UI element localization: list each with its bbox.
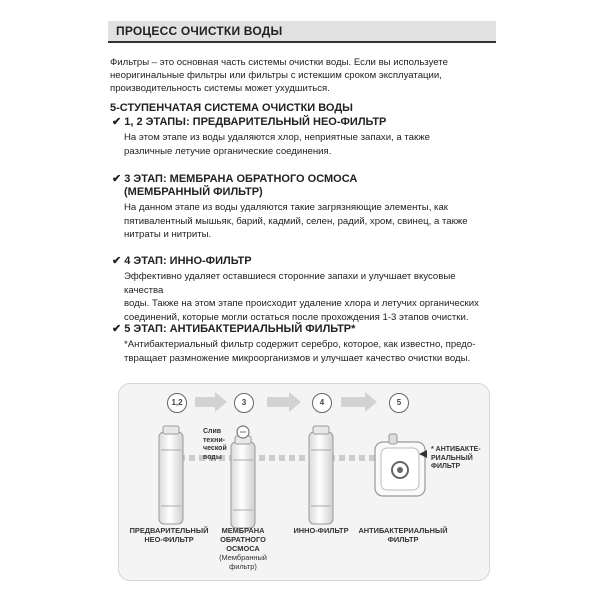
stage-number-4: 4 bbox=[312, 393, 332, 413]
filter-diagram bbox=[118, 383, 490, 581]
flow-arrow-3-icon bbox=[341, 392, 377, 412]
system-title: 5-СТУПЕНЧАТАЯ СИСТЕМА ОЧИСТКИ ВОДЫ bbox=[110, 102, 353, 114]
intro-paragraph bbox=[110, 56, 500, 96]
intro-line: неоригинальные фильтры или фильтры с истекшим сроком эксплуатации, bbox=[110, 70, 442, 82]
label-inno-filter bbox=[289, 526, 353, 535]
section-title: ПРОЦЕСС ОЧИСТКИ ВОДЫ bbox=[116, 24, 283, 38]
antibac-note-line: * АНТИБАКТЕ- bbox=[431, 446, 481, 453]
label-line: фильтр) bbox=[229, 562, 257, 571]
label-line: (Мембранный bbox=[219, 553, 267, 562]
label-membrane bbox=[209, 526, 277, 571]
inno-filter-cartridge-icon bbox=[309, 426, 333, 524]
label-line: МЕМБРАНА bbox=[221, 526, 265, 535]
antibac-note-line: РИАЛЬНЫЙ bbox=[431, 454, 473, 462]
step-text-line: твращает размножение микроорганизмов и улучшает качество очистки воды. bbox=[124, 352, 471, 364]
step-text-line: соединений, которые могли остаться после прохождения 1-3 этапов очистки. bbox=[124, 311, 469, 323]
diagram-graphics bbox=[119, 384, 489, 580]
antibac-note-line: ФИЛЬТР bbox=[431, 463, 461, 471]
step-1-2-heading bbox=[112, 115, 386, 129]
step-text-line: На данном этапе из воды удаляются такие загрязняющие элементы, как bbox=[124, 202, 448, 213]
drain-note bbox=[203, 428, 227, 462]
membrane-cartridge-icon bbox=[231, 426, 255, 528]
step-5-heading bbox=[112, 322, 355, 336]
flow-arrow-2-icon bbox=[267, 392, 301, 412]
step-3-text bbox=[124, 201, 494, 242]
step-text-line: различные летучие органические соединения. bbox=[124, 145, 332, 157]
antibacterial-unit-icon bbox=[375, 434, 425, 496]
drain-note-line: техни- bbox=[203, 436, 225, 444]
step-text-line: воды. Также на этом этапе происходит удаление хлора и летучих органических bbox=[124, 298, 479, 309]
label-line: ИННО-ФИЛЬТР bbox=[293, 526, 349, 535]
stage-number-3: 3 bbox=[234, 393, 254, 413]
section-title-bar bbox=[108, 21, 496, 43]
antibacterial-note bbox=[431, 446, 481, 472]
check-icon: ✔ bbox=[112, 173, 122, 185]
step-text-line: пятивалентный мышьяк, барий, кадмий, селен, радий, хром, свинец, а также bbox=[124, 215, 468, 227]
step-4-heading bbox=[112, 254, 252, 268]
step-text-line: Эффективно удаляет оставшиеся сторонние запахи и улучшает вкусовые качества bbox=[124, 271, 456, 296]
label-line: ФИЛЬТР bbox=[387, 535, 419, 544]
step-text-line: нитраты и нитриты. bbox=[124, 229, 212, 240]
step-title: 3 ЭТАП: МЕМБРАНА ОБРАТНОГО ОСМОСА bbox=[124, 173, 358, 185]
check-icon: ✔ bbox=[112, 255, 122, 267]
label-line: ОБРАТНОГО bbox=[220, 535, 266, 544]
drain-note-line: воды bbox=[203, 453, 222, 461]
drain-note-line: Слив bbox=[203, 428, 222, 435]
step-1-2-text bbox=[124, 131, 494, 158]
step-title: 5 ЭТАП: АНТИБАКТЕРИАЛЬНЫЙ ФИЛЬТР* bbox=[124, 323, 356, 335]
step-title: 1, 2 ЭТАПЫ: ПРЕДВАРИТЕЛЬНЫЙ НЕО-ФИЛЬТР bbox=[124, 116, 387, 128]
drain-note-line: ческой bbox=[203, 445, 227, 453]
label-line: ПРЕДВАРИТЕЛЬНЫЙ bbox=[129, 526, 209, 535]
step-4-text bbox=[124, 270, 494, 324]
label-line: НЕО-ФИЛЬТР bbox=[144, 535, 194, 544]
check-icon: ✔ bbox=[112, 116, 122, 128]
step-3-heading-line2: (МЕМБРАННЫЙ ФИЛЬТР) bbox=[124, 186, 263, 198]
intro-line: производительность системы может ухудшиться. bbox=[110, 83, 330, 95]
stage-number-1-2: 1,2 bbox=[167, 393, 187, 413]
label-line: ОСМОСА bbox=[226, 544, 260, 553]
label-antibacterial bbox=[355, 526, 451, 544]
step-5-text bbox=[124, 338, 494, 365]
step-3-heading bbox=[112, 172, 357, 186]
step-title: 4 ЭТАП: ИННО-ФИЛЬТР bbox=[124, 255, 252, 267]
step-text-line: На этом этапе из воды удаляются хлор, неприятные запахи, а также bbox=[124, 132, 430, 143]
check-icon: ✔ bbox=[112, 323, 122, 335]
stage-number-5: 5 bbox=[389, 393, 409, 413]
flow-arrow-1-icon bbox=[195, 392, 227, 412]
intro-line: Фильтры – это основная часть системы очистки воды. Если вы используете bbox=[110, 57, 448, 68]
label-pre-filter bbox=[121, 526, 217, 544]
step-text-line: *Антибактериальный фильтр содержит серебро, которое, как известно, предо- bbox=[124, 339, 476, 350]
pre-filter-cartridge-icon bbox=[159, 426, 183, 524]
label-line: АНТИБАКТЕРИАЛЬНЫЙ bbox=[358, 526, 448, 535]
